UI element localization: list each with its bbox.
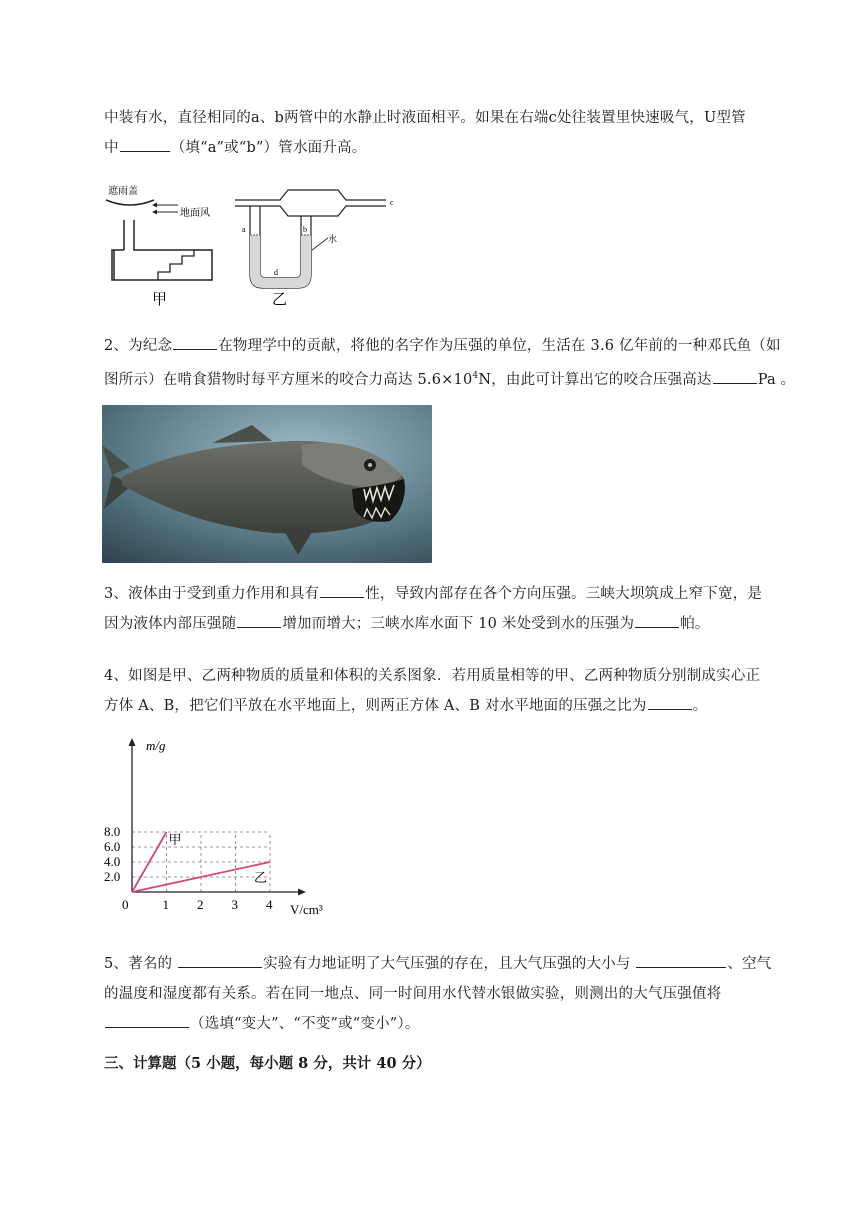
x-tick-label: 0 [122, 897, 129, 912]
x-tick-label: 1 [162, 897, 169, 912]
q2-line2-mid: N，由此可计算出它的咬合压强高达 [478, 371, 712, 388]
x-tick-label: 2 [197, 897, 204, 912]
q2-line2-post: Pa 。 [757, 371, 796, 388]
series-line-jia [132, 832, 167, 892]
water-fill [250, 235, 311, 288]
mass-volume-graph [100, 728, 340, 924]
q4-line1: 4、如图是甲、乙两种物质的质量和体积的关系图象．若用质量相等的甲、乙两种物质分别制成实心正 [104, 668, 761, 684]
question-1-text [104, 104, 804, 162]
y-tick-label: 4.0 [104, 854, 121, 869]
q3-answer-blank-2[interactable] [237, 611, 281, 628]
y-tick-label: 8.0 [104, 824, 121, 839]
u-tube-figure [100, 180, 400, 312]
q3-line1-post: 性，导致内部存在各个方向压强。三峡大坝筑成上窄下宽，是 [365, 586, 763, 602]
x-axis-label: V/cm³ [290, 902, 323, 917]
y-tick-label: 2.0 [104, 869, 121, 884]
label-a: a [242, 225, 246, 234]
label-c: c [390, 198, 394, 207]
u-tube-inner [260, 206, 301, 278]
q2-answer-blank-1[interactable] [173, 333, 217, 350]
x-tick-label: 3 [231, 897, 238, 912]
stairs [158, 250, 194, 280]
label-b: b [303, 225, 307, 234]
q3-answer-blank-3[interactable] [635, 611, 679, 628]
question-2-text [104, 332, 804, 394]
q5-line2: 的温度和湿度都有关系。若在同一地点、同一时间用水代替水银做实验，则测出的大气压强值将 [104, 986, 722, 1002]
label-cover: 遮雨盖 [108, 186, 138, 197]
q5-line1-pre: 5、著名的 [104, 956, 178, 972]
x-tick-label: 4 [266, 897, 273, 912]
q2-line1-post: 在物理学中的贡献，将他的名字作为压强的单位，生活在 3.6 亿年前的一种邓氏鱼（如 [218, 338, 781, 354]
y-tick-label: 6.0 [104, 839, 121, 854]
q4-answer-blank[interactable] [648, 693, 692, 710]
q3-line2-pre: 因为液体内部压强随 [104, 616, 237, 632]
x-axis-arrow [298, 889, 306, 896]
q2-answer-blank-2[interactable] [713, 367, 757, 384]
graph-grid [132, 832, 270, 892]
question-4-text [104, 662, 804, 720]
q5-line1-post: 、空气 [727, 956, 772, 972]
label-water: 水 [328, 234, 338, 244]
building-outline [112, 220, 212, 280]
q3-answer-blank-1[interactable] [320, 581, 364, 598]
q5-answer-blank-1[interactable] [178, 951, 262, 968]
q5-answer-blank-3[interactable] [105, 1011, 189, 1028]
y-axis-label: m/g [146, 738, 166, 753]
label-d: d [274, 268, 278, 277]
q4-line2-pre: 方体 A、B，把它们平放在水平地面上，则两正方体 A、B 对水平地面的压强之比为 [104, 698, 647, 714]
q4-line2-post: 。 [692, 698, 708, 714]
q5-line1-mid: 实验有力地证明了大气压强的存在，且大气压强的大小与 [263, 956, 636, 972]
section-heading: 三、计算题（5 小题，每小题 8 分，共计 40 分） [104, 1055, 431, 1072]
q3-line1-pre: 3、液体由于受到重力作用和具有 [104, 586, 320, 602]
q5-line3-post: （选填“变大”、“不变”或“变小”）。 [190, 1016, 420, 1032]
rain-cover-shape [106, 200, 154, 205]
label-jia: 甲 [152, 292, 168, 308]
q1-answer-blank[interactable] [120, 135, 170, 152]
q1-line2-pre: 中 [104, 140, 119, 156]
series-label-yi: 乙 [254, 870, 268, 885]
dunkleosteus-image [102, 405, 432, 563]
question-3-text [104, 580, 804, 638]
q3-line2-mid: 增加而增大；三峡水库水面下 10 米处受到水的压强为 [282, 616, 635, 632]
q1-line2-post: （填“a”或“b”）管水面升高。 [170, 140, 367, 156]
q2-exponent: 4 [472, 371, 479, 381]
label-ground-wind: 地面风 [180, 208, 210, 219]
q3-line2-post: 帕。 [680, 616, 710, 632]
series-label-jia: 甲 [168, 832, 182, 847]
question-5-text [104, 950, 804, 1038]
q1-line1: 中装有水，直径相同的a、b两管中的水静止时液面相平。如果在右端c处往装置里快速吸气，U型管 [104, 110, 746, 126]
label-yi: 乙 [272, 292, 288, 308]
q2-line2-pre: 图所示）在啃食猎物时每平方厘米的咬合力高达 5.6×10 [104, 371, 473, 388]
q5-answer-blank-2[interactable] [636, 951, 726, 968]
y-axis-arrow [129, 738, 136, 746]
q2-line1-pre: 2、为纪念 [104, 338, 173, 354]
